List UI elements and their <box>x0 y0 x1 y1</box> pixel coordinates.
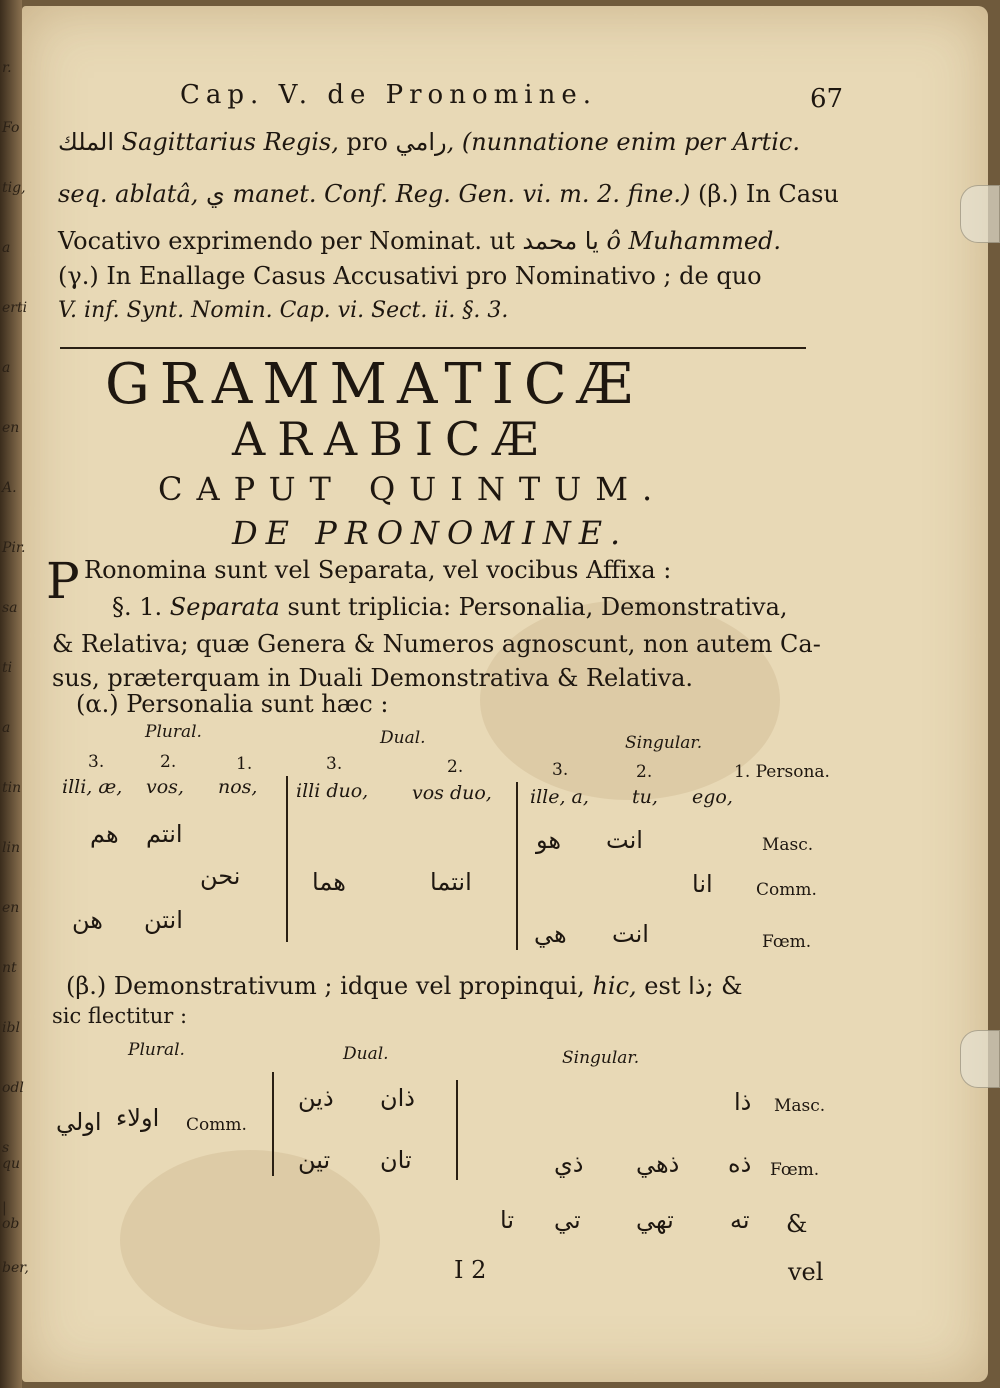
arabic-word: ذا <box>688 972 706 1000</box>
arabic-pronoun: تا <box>500 1206 514 1234</box>
person-number: 2. <box>160 752 177 772</box>
arabic-pronoun: تان <box>380 1146 412 1174</box>
paragraph-line: & Relativa; quæ Genera & Numeros agnoscunt, non autem Ca- <box>52 630 821 658</box>
previous-page-fragment: en <box>2 420 20 436</box>
arabic-word: الملك <box>58 128 115 156</box>
chapter-subtitle: ARABICÆ <box>232 412 551 466</box>
person-number: 3. <box>326 754 343 774</box>
paragraph-line: V. inf. Synt. Nomin. Cap. vi. Sect. ii. §. 3. <box>58 298 509 323</box>
latin-gloss: vos, <box>146 776 184 798</box>
latin-italic: seq. ablatâ, <box>58 180 199 208</box>
latin-italic: , (nunnatione enim per Artic. <box>446 128 800 156</box>
latin-text: pro <box>346 128 388 156</box>
paragraph-line: sus, præterquam in Duali Demonstrativa & Relativa. <box>52 664 694 692</box>
previous-page-fragment: tin <box>2 780 22 796</box>
arabic-pronoun: ته <box>730 1206 750 1234</box>
chapter-title: GRAMMATICÆ <box>105 352 643 417</box>
row-label: Masc. <box>762 835 814 855</box>
row-label: Comm. <box>186 1115 247 1135</box>
arabic-pronoun: انت <box>612 920 649 948</box>
arabic-word: رامي <box>395 128 447 156</box>
previous-page-fragment: en <box>2 900 20 916</box>
paragraph-line: (α.) Personalia sunt hæc : <box>76 690 389 718</box>
latin-gloss: illi, æ, <box>62 776 123 798</box>
catchword: vel <box>788 1258 824 1286</box>
column-header: Dual. <box>380 728 426 748</box>
arabic-pronoun: ذهي <box>636 1150 680 1178</box>
previous-page-fragment: Pir. <box>2 540 26 556</box>
latin-text: est <box>644 972 681 1000</box>
arabic-pronoun: نحن <box>200 862 241 890</box>
column-divider <box>516 782 518 950</box>
row-label: Masc. <box>774 1096 826 1116</box>
previous-page-fragment: erti <box>2 300 28 316</box>
row-label: Fœm. <box>762 932 812 952</box>
arabic-pronoun: ذا <box>734 1088 752 1116</box>
arabic-word: ي <box>206 180 225 208</box>
arabic-pronoun: ذه <box>728 1150 752 1178</box>
arabic-pronoun: انت <box>606 826 643 854</box>
column-divider <box>272 1072 274 1176</box>
previous-page-fragment: | ob <box>2 1200 20 1232</box>
arabic-pronoun: ذي <box>554 1150 584 1178</box>
previous-page-fragment: sa <box>2 600 18 616</box>
latin-gloss: tu, <box>632 786 658 808</box>
chapter-topic: DE PRONOMINE. <box>232 514 629 552</box>
column-header: Singular. <box>562 1048 640 1068</box>
previous-page-fragment: a <box>2 360 11 376</box>
previous-page-fragment: ti <box>2 660 13 676</box>
column-divider <box>286 776 288 942</box>
previous-page-fragment: odl <box>2 1080 24 1096</box>
arabic-pronoun: تين <box>298 1146 331 1174</box>
latin-gloss: vos duo, <box>412 782 492 804</box>
divider-rule <box>60 347 806 349</box>
arabic-pronoun: هما <box>312 868 346 896</box>
column-header: Dual. <box>343 1044 389 1064</box>
latin-italic: hic, <box>592 972 637 1000</box>
latin-text: sunt triplicia: Personalia, Demonstrativa, <box>287 593 788 621</box>
person-number: 2. <box>636 762 653 782</box>
previous-page-edge <box>0 40 29 1340</box>
latin-gloss: ego, <box>692 786 733 808</box>
arabic-pronoun: تي <box>554 1206 581 1234</box>
person-number: 3. <box>88 752 105 772</box>
page-tab-marker <box>960 1030 1000 1088</box>
column-divider <box>456 1080 458 1180</box>
latin-text: (β.) In Casu <box>697 180 839 208</box>
latin-italic: Separata <box>169 593 280 621</box>
column-header: Plural. <box>128 1040 185 1060</box>
paragraph-line <box>58 180 839 208</box>
previous-page-fragment: nt <box>2 960 17 976</box>
column-header: Singular. <box>625 733 703 753</box>
paragraph-line <box>66 972 743 1000</box>
arabic-pronoun: ذين <box>298 1084 334 1112</box>
previous-page-fragment: ibl <box>2 1020 20 1036</box>
arabic-pronoun: انا <box>692 870 713 898</box>
person-number: 1. Persona. <box>734 762 830 782</box>
arabic-pronoun: هي <box>534 920 567 948</box>
arabic-pronoun: هو <box>536 826 562 854</box>
signature-mark: I 2 <box>454 1256 487 1284</box>
arabic-pronoun: ذان <box>380 1084 415 1112</box>
running-head: Cap. V. de Pronomine. <box>180 80 597 110</box>
arabic-pronoun: تهي <box>636 1206 674 1234</box>
arabic-pronoun: انتم <box>146 820 183 848</box>
paragraph-line: Ronomina sunt vel Separata, vel vocibus Affixa : <box>84 556 672 584</box>
paragraph-line <box>58 128 800 156</box>
arabic-word: يا محمد <box>522 227 599 255</box>
latin-gloss: nos, <box>218 776 258 798</box>
latin-text: (β.) Demonstrativum ; idque vel propinqui, <box>66 972 585 1000</box>
previous-page-fragment: a <box>2 240 11 256</box>
latin-italic: Sagittarius Regis, <box>121 128 339 156</box>
arabic-pronoun: انتما <box>430 868 472 896</box>
previous-page-fragment: r. <box>2 60 12 76</box>
column-header: Plural. <box>145 722 202 742</box>
page-tab-marker <box>960 185 1000 243</box>
latin-text: ; & <box>705 972 743 1000</box>
paper-stain <box>120 1150 380 1330</box>
row-label: Comm. <box>756 880 817 900</box>
arabic-pronoun: انتن <box>144 906 183 934</box>
previous-page-fragment: tig, <box>2 180 26 196</box>
previous-page-fragment: Fo <box>2 120 20 136</box>
previous-page-fragment: A. <box>2 480 17 496</box>
row-label: & <box>786 1210 808 1238</box>
latin-text: Vocativo exprimendo per Nominat. ut <box>58 227 515 255</box>
person-number: 1. <box>236 754 253 774</box>
previous-page-fragment: ber, <box>2 1260 29 1276</box>
latin-gloss: ille, a, <box>530 786 589 808</box>
paragraph-line <box>58 227 781 255</box>
latin-italic: ô Muhammed. <box>606 227 782 255</box>
drop-cap: P <box>46 552 80 610</box>
paragraph-line: sic flectitur : <box>52 1004 188 1028</box>
paragraph-line: (γ.) In Enallage Casus Accusativi pro Nominativo ; de quo <box>58 262 762 290</box>
arabic-pronoun: اولاء <box>116 1104 160 1132</box>
latin-gloss: illi duo, <box>296 780 369 802</box>
paragraph-line <box>112 593 788 621</box>
chapter-number: CAPUT QUINTUM. <box>158 470 667 508</box>
arabic-pronoun: هن <box>72 906 103 934</box>
previous-page-fragment: s qu <box>2 1140 20 1172</box>
previous-page-fragment: a <box>2 720 11 736</box>
person-number: 2. <box>447 757 464 777</box>
previous-page-fragment: lin <box>2 840 20 856</box>
section-mark: §. 1. <box>112 593 163 621</box>
arabic-pronoun: اولي <box>56 1108 102 1136</box>
page-number: 67 <box>810 84 844 114</box>
row-label: Fœm. <box>770 1160 820 1180</box>
latin-italic: manet. Conf. Reg. Gen. vi. m. 2. fine.) <box>232 180 691 208</box>
person-number: 3. <box>552 760 569 780</box>
arabic-pronoun: هم <box>90 820 119 848</box>
